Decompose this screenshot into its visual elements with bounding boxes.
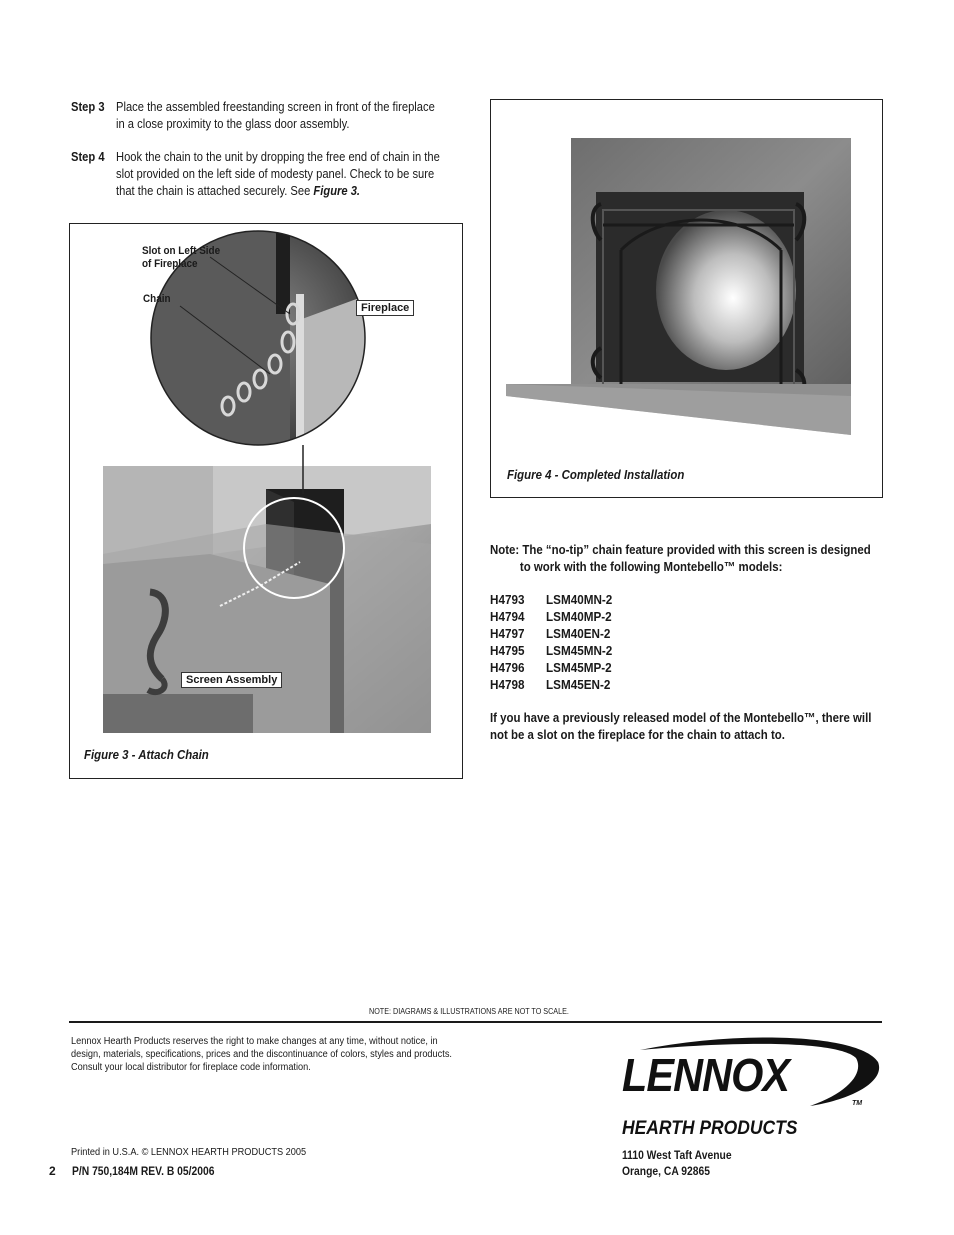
address-line-2: Orange, CA 92865 (622, 1164, 710, 1178)
model-row (490, 659, 690, 676)
figure-3-frame (69, 223, 463, 779)
fire-glow (656, 210, 796, 370)
note-line-1: Note: The “no-tip” chain feature provided with this screen is designed (490, 542, 871, 557)
model-row (490, 608, 690, 625)
model-name: LSM45EN-2 (546, 677, 611, 692)
model-name: LSM40MN-2 (546, 592, 613, 607)
fireplace-label: Fireplace (356, 300, 414, 316)
model-code: H4793 (490, 592, 525, 607)
previous-model-note (490, 709, 923, 743)
model-code: H4795 (490, 643, 525, 658)
step-4-line-1: Hook the chain to the unit by dropping the free end of chain in the (116, 149, 440, 164)
printed-notice-text: Printed in U.S.A. © LENNOX HEARTH PRODUCTS 2005 (71, 1147, 307, 1158)
model-name: LSM40EN-2 (546, 626, 611, 641)
figure-4-caption: Figure 4 - Completed Installation (507, 467, 685, 482)
logo-wordmark: LENNOX (622, 1049, 790, 1101)
model-code: H4798 (490, 677, 525, 692)
step-4-line-2: slot provided on the left side of modesty panel. Check to be sure (116, 166, 435, 181)
figure-3-caption: Figure 3 - Attach Chain (84, 747, 209, 762)
step-4-label: Step 4 (71, 149, 105, 164)
address-line-1: 1110 West Taft Avenue (622, 1148, 732, 1162)
step-3-line-1: Place the assembled freestanding screen in front of the fireplace (116, 99, 435, 114)
step-4-line-3 (116, 182, 512, 199)
model-name: LSM45MN-2 (546, 643, 613, 658)
note-line-2: to work with the following Montebello™ models: (519, 559, 783, 574)
compatibility-note (490, 541, 923, 575)
printed-notice (71, 1146, 327, 1159)
screen-assembly-label: Screen Assembly (181, 672, 282, 688)
model-row (490, 625, 690, 642)
previous-note-line-1: If you have a previously released model of the Montebello™, there will (490, 710, 872, 725)
lennox-logo (620, 1034, 882, 1146)
model-code: H4794 (490, 609, 525, 624)
scale-note: NOTE: DIAGRAMS & ILLUSTRATIONS ARE NOT TO SCALE. (369, 1007, 569, 1016)
address (622, 1147, 749, 1179)
disclaimer-line-3: Consult your local distributor for fireplace code information. (71, 1062, 311, 1073)
callout-chain: Chain (143, 293, 171, 305)
step-4-line-3-text: that the chain is attached securely. See (116, 183, 314, 198)
callout-slot-line-2: of Fireplace (142, 258, 198, 270)
figure-4-frame (490, 99, 883, 498)
model-row (490, 591, 690, 608)
logo-trademark: TM (852, 1100, 863, 1107)
screen-photo (103, 466, 431, 733)
model-name: LSM45MP-2 (546, 660, 612, 675)
figure-4-photo (491, 100, 882, 497)
step-3-line-2: in a close proximity to the glass door assembly. (116, 116, 350, 131)
figure-3-reference: Figure 3. (313, 183, 361, 198)
disclaimer (71, 1035, 485, 1074)
model-name: LSM40MP-2 (546, 609, 612, 624)
callout-slot-line-1: Slot on Left Side (142, 245, 221, 257)
disclaimer-line-2: design, materials, specifications, prices and the discontinuance of colors, styles and products. (71, 1049, 452, 1060)
page-number: 2 (49, 1164, 56, 1178)
footer-rule (69, 1021, 882, 1023)
model-code: H4796 (490, 660, 525, 675)
callout-slot (142, 245, 220, 271)
logo-subtitle: HEARTH PRODUCTS (622, 1118, 798, 1139)
model-code: H4797 (490, 626, 525, 641)
disclaimer-line-1: Lennox Hearth Products reserves the right to make changes at any time, without notice, in (71, 1036, 438, 1047)
model-row (490, 642, 690, 659)
part-number: P/N 750,184M REV. B 05/2006 (72, 1164, 215, 1178)
model-list (490, 591, 690, 693)
previous-note-line-2: not be a slot on the fireplace for the chain to attach to. (490, 727, 785, 742)
step-3-label: Step 3 (71, 99, 105, 114)
model-row (490, 676, 690, 693)
